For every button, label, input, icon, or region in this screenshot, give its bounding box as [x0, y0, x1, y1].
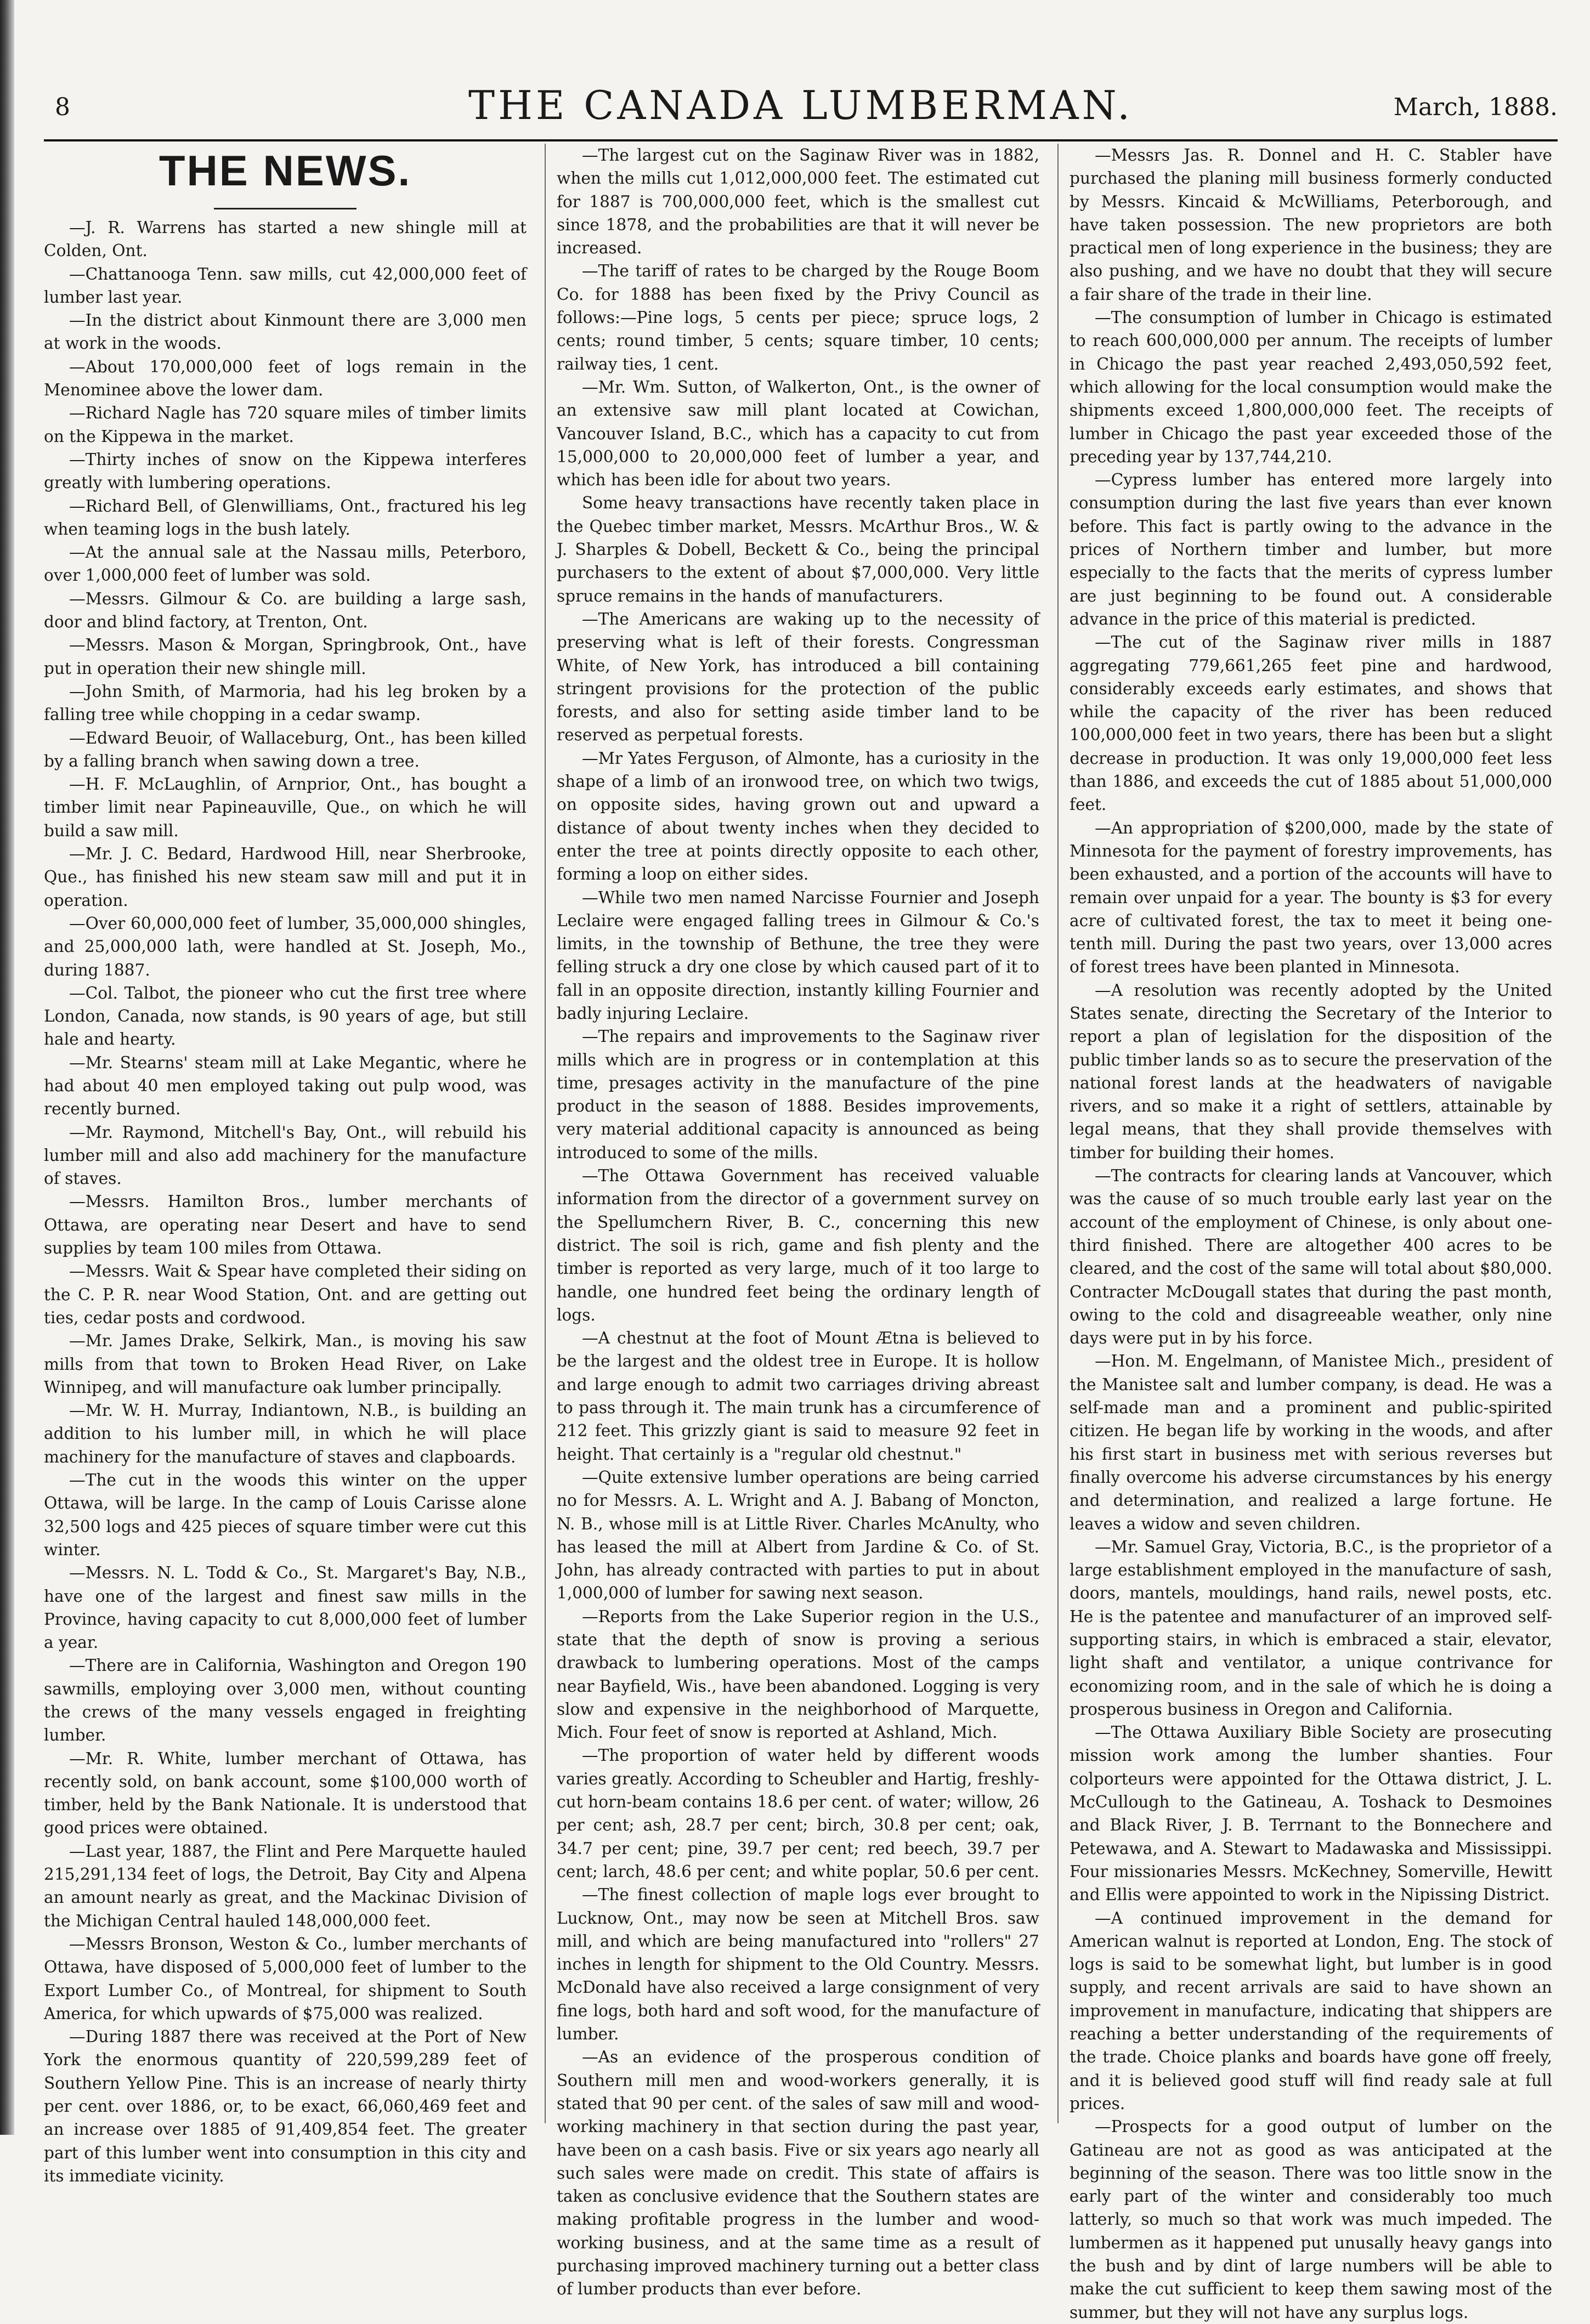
news-item: —Over 60,000,000 feet of lumber, 35,000,000 shingles, and 25,000,000 lath, were handled at St. Joseph, Mo., during 1887. — [44, 914, 527, 979]
news-item: —Last year, 1887, the Flint and Pere Marquette hauled 215,291,134 feet of logs, the Detroit, Bay City and Alpena an amount nearly as great, and the Mackinac Division of the Michigan Central hauled 148,000,000 feet. — [44, 1841, 527, 1930]
news-item: —Messrs. Mason & Morgan, Springbrook, Ont., have put in operation their new shingle mill. — [44, 636, 527, 678]
news-item: —Richard Bell, of Glenwilliams, Ont., fractured his leg when teaming logs in the bush lately. — [44, 496, 527, 539]
news-item: —Messrs. Gilmour & Co. are building a large sash, door and blind factory, at Trenton, Ont. — [44, 589, 527, 632]
news-item: —During 1887 there was received at the Port of New York the enormous quantity of 220,599,289 feet of Southern Yellow Pine. This is an increase of nearly thirty per cent. over 1886, or, to be exact, 66,060,469 feet and an increase over 1885 of 91,409,854 feet. The greater part of this lumber went into consumption in this city and its immediate vicinity. — [44, 2027, 527, 2185]
news-item: —The largest cut on the Saginaw River was in 1882, when the mills cut 1,012,000,000 feet. The estimated cut for 1887 is 700,000,000 feet, which is the smallest cut since 1878, and the probabilities are that it will never be increased. — [557, 146, 1039, 258]
news-item: —Mr. Samuel Gray, Victoria, B.C., is the proprietor of a large establishment employed in the manufacture of sash, doors, mantels, mouldings, hand rails, newel posts, etc. He is the patentee and manufacturer of an improved self-supporting stairs, in which is embraced a stair, elevator, light shaft and ventilator, a unique contrivance for economizing room, and in the sale of which he is doing a prosperous business in Oregon and California. — [1070, 1537, 1552, 1719]
news-item: —Messrs Jas. R. Donnel and H. C. Stabler have purchased the planing mill business formerly conducted by Messrs. Kincaid & McWilliams, Peterborough, and have taken possession. The new proprietors are both practical men of long experience in the business; they are also pushing, and we have no doubt that they will secure a fair share of the trade in their line. — [1070, 146, 1552, 304]
news-item: —The repairs and improvements to the Saginaw river mills which are in progress or in contemplation at this time, presages activity in the manufacture of the pine product in the season of 1888. Besides improvements, very material additional capacity is announced as being introduced to some of the mills. — [557, 1027, 1039, 1162]
news-item: —The Ottawa Auxiliary Bible Society are prosecuting mission work among the lumber shanties. Four colporteurs were appointed for the Ottawa district, J. L. McCullough to the Gatineau, A. Toshack to Desmoines and Black River, J. B. Terrnant to the Bonnechere and Petewawa, and A. Stewart to Madawaska and Mississippi. Four missionaries Messrs. McKechney, Somerville, Hewitt and Ellis were appointed to work in the Nipissing District. — [1070, 1723, 1552, 1904]
news-item: —As an evidence of the prosperous condition of Southern mill men and wood-workers generally, it is stated that 90 per cent. of the sales of saw mill and wood-working machinery in that section during the past year, have been on a cash basis. Five or six years ago nearly all such sales were made on credit. This state of affairs is taken as conclusive evidence that the Southern states are making profitable progress in the lumber and wood-working business, and at the same time as a result of purchasing improved machinery turning out a better class of lumber products than ever before. — [557, 2048, 1039, 2299]
column-1 — [44, 144, 527, 2185]
news-item: —Mr. J. C. Bedard, Hardwood Hill, near Sherbrooke, Que., has finished his new steam saw mill and put it in operation. — [44, 844, 527, 910]
scan-edge — [0, 0, 14, 2135]
news-item: —A chestnut at the foot of Mount Ætna is believed to be the largest and the oldest tree in Europe. It is hollow and large enough to admit two carriages driving abreast to pass through it. The main trunk has a circumference of 212 feet. This grizzly giant is said to measure 92 feet in height. That certainly is a "regular old chestnut." — [557, 1329, 1039, 1464]
column-2 — [557, 144, 1039, 2299]
news-item: —There are in California, Washington and Oregon 190 sawmills, employing over 3,000 men, without counting the crews of the many vessels engaged in freighting lumber. — [44, 1656, 527, 1745]
news-item: —H. F. McLaughlin, of Arnprior, Ont., has bought a timber limit near Papineauville, Que., on which he will build a saw mill. — [44, 775, 527, 840]
news-item: Some heavy transactions have recently taken place in the Quebec timber market, Messrs. McArthur Bros., W. & J. Sharples & Dobell, Beckett & Co., being the principal purchasers to the extent of about $7,000,000. Very little spruce remains in the hands of manufacturers. — [557, 494, 1039, 605]
news-item: —The cut of the Saginaw river mills in 1887 aggregating 779,661,265 feet pine and hardwood, considerably exceeds early estimates, and shows that while the capacity of the river has been reduced 100,000,000 feet in two years, there has been but a slight decrease in production. It was only 19,000,000 feet less than 1886, and exceeds the cut of 1885 about 51,000,000 feet. — [1070, 633, 1552, 814]
news-item: —Mr. W. H. Murray, Indiantown, N.B., is building an addition to his lumber mill, in which he will place machinery for the manufacture of staves and clapboards. — [44, 1401, 527, 1466]
news-item: —John Smith, of Marmoria, had his leg broken by a falling tree while chopping in a cedar swamp. — [44, 682, 527, 724]
column-divider — [1057, 144, 1059, 2123]
page-header — [44, 82, 1558, 137]
masthead: THE CANADA LUMBERMAN. — [468, 82, 1133, 128]
news-item: —Mr. Wm. Sutton, of Walkerton, Ont., is the owner of an extensive saw mill plant located at Cowichan, Vancouver Island, B.C., which has a capacity to cut from 15,000,000 to 20,000,000 feet of lumber a year, and which has been idle for about two years. — [557, 377, 1039, 490]
news-item: —Richard Nagle has 720 square miles of timber limits on the Kippewa in the market. — [44, 404, 527, 446]
section-title: THE NEWS. — [159, 146, 412, 195]
news-item: —A resolution was recently adopted by the United States senate, directing the Secretary of the Interior to report a plan of legislation for the disposition of the public timber lands so as to secure the preservation of the national forest lands at the headwaters of navigable rivers, and so make it a right of settlers, attainable by legal means, that they shall provide themselves with timber for building their homes. — [1070, 980, 1552, 1162]
news-item: —Messrs. Wait & Spear have completed their siding on the C. P. R. near Wood Station, Ont. and are getting out ties, cedar posts and cordwood. — [44, 1262, 527, 1327]
news-item: —In the district about Kinmount there are 3,000 men at work in the woods. — [44, 311, 527, 353]
news-item: —Chattanooga Tenn. saw mills, cut 42,000,000 feet of lumber last year. — [44, 264, 527, 307]
news-item: —Edward Beuoir, of Wallaceburg, Ont., has been killed by a falling branch when sawing down a tree. — [44, 728, 527, 770]
news-item: —The tariff of rates to be charged by the Rouge Boom Co. for 1888 has been fixed by the Privy Council as follows:—Pine logs, 5 cents per piece; spruce logs, 2 cents; round timber, 5 cents; square timber, 10 cents; railway ties, 1 cent. — [557, 262, 1039, 373]
news-item: —The contracts for clearing lands at Vancouver, which was the cause of so much trouble early last year on the account of the employment of Chinese, is only about one-third finished. There are altogether 400 acres to be cleared, and the cost of the same will total about $80,000. Contracter McDougall states that during the past month, owing to the cold and disagreeable weather, only nine days were put in by his force. — [1070, 1166, 1552, 1348]
news-item: —Mr. James Drake, Selkirk, Man., is moving his saw mills from that town to Broken Head River, on Lake Winnipeg, and will manufacture oak lumber principally. — [44, 1331, 527, 1397]
news-item: —J. R. Warrens has started a new shingle mill at Colden, Ont. — [44, 218, 527, 260]
page-number: 8 — [55, 93, 70, 121]
news-item: —The Americans are waking up to the necessity of preserving what is left of their forests. Congressman White, of New York, has introduced a bill containing stringent provisions for the protection of the public forests, and also for setting aside timber land to be reserved as perpetual forests. — [557, 609, 1039, 745]
news-item: —Mr. Raymond, Mitchell's Bay, Ont., will rebuild his lumber mill and also add machinery for the manufacture of staves. — [44, 1123, 527, 1188]
header-rule — [44, 139, 1558, 141]
news-item: —Cypress lumber has entered more largely into consumption during the last five years than ever known before. This fact is partly owing to the advance in the prices of Northern timber and lumber, but more especially to the facts that the merits of cypress lumber are just beginning to be found out. A considerable advance in the price of this material is predicted. — [1070, 471, 1552, 628]
news-item: —Mr. R. White, lumber merchant of Ottawa, has recently sold, on bank account, some $100,000 worth of timber, held by the Bank Nationale. It is understood that good prices were obtained. — [44, 1749, 527, 1838]
news-item: —The cut in the woods this winter on the upper Ottawa, will be large. In the camp of Louis Carisse alone 32,500 logs and 425 pieces of square timber were cut this winter. — [44, 1471, 527, 1559]
news-item: —Mr Yates Ferguson, of Almonte, has a curiosity in the shape of a limb of an ironwood tree, on which two twigs, on opposite sides, having grown out and upward a distance of about twenty inches when they decided to enter the tree at points directly opposite to each other, forming a loop on either sides. — [557, 749, 1039, 884]
news-item: —Quite extensive lumber operations are being carried no for Messrs. A. L. Wright and A. J. Babang of Moncton, N. B., whose mill is at Little River. Charles McAnulty, who has leased the mill at Albert from Jardine & Co. of St. John, has already contracted with parties to put in about 1,000,000 of lumber for sawing next season. — [557, 1467, 1039, 1603]
issue-date: March, 1888. — [1393, 93, 1558, 121]
news-item: —Messrs. N. L. Todd & Co., St. Margaret's Bay, N.B., have one of the largest and finest saw mills in the Province, having capacity to cut 8,000,000 feet of lumber a year. — [44, 1563, 527, 1652]
news-item: —The finest collection of maple logs ever brought to Lucknow, Ont., may now be seen at Mitchell Bros. saw mill, and which are being manufactured into "rollers" 27 inches in length for shipment to the Old Country. Messrs. McDonald have also received a large consignment of very fine logs, both hard and soft wood, for the manufacture of lumber. — [557, 1885, 1039, 2044]
news-item: —Mr. Stearns' steam mill at Lake Megantic, where he had about 40 men employed taking out pulp wood, was recently burned. — [44, 1053, 527, 1119]
news-item: —An appropriation of $200,000, made by the state of Minnesota for the payment of forestry improvements, has been exhausted, and a portion of the accounts will have to remain over unpaid for a year. The bounty is $3 for every acre of cultivated forest, the tax to meet it being one-tenth mill. During the past two years, over 13,000 acres of forest trees have been planted in Minnesota. — [1070, 818, 1552, 977]
news-item: —Prospects for a good output of lumber on the Gatineau are not as good as was anticipated at the beginning of the season. There was too little snow in the early part of the winter and considerably too much latterly, so much so that work was much impeded. The lumbermen as it happened put unusally heavy gangs into the bush and by dint of large numbers will be able to make the cut sufficient to keep them sawing most of the summer, but they will not have any surplus logs. — [1070, 2117, 1552, 2322]
news-item: —Thirty inches of snow on the Kippewa interferes greatly with lumbering operations. — [44, 450, 527, 492]
title-rule — [214, 208, 357, 209]
news-item: —Col. Talbot, the pioneer who cut the first tree where London, Canada, now stands, is 90 years of age, but still hale and hearty. — [44, 983, 527, 1049]
news-item: —Messrs. Hamilton Bros., lumber merchants of Ottawa, are operating near Desert and have to send supplies by team 100 miles from Ottawa. — [44, 1192, 527, 1258]
news-item: —While two men named Narcisse Fournier and Joseph Leclaire were engaged falling trees in Gilmour & Co.'s limits, in the township of Bethune, the tree they were felling struck a dry one close by which caused part of it to fall in an opposite direction, instantly killing Fournier and badly injuring Leclaire. — [557, 888, 1039, 1023]
news-item: —Hon. M. Engelmann, of Manistee Mich., president of the Manistee salt and lumber company, is dead. He was a self-made man and a prominent and public-spirited citizen. He began life by working in the woods, and after his first start in business met with serious reverses but finally overcome his adverse circumstances by his energy and determination, and realized a large fortune. He leaves a widow and seven children. — [1070, 1352, 1552, 1533]
column-3 — [1070, 144, 1552, 2322]
column-divider — [545, 144, 546, 2123]
news-item: —Reports from the Lake Superior region in the U.S., state that the depth of snow is proving a serious drawback to lumbering operations. Most of the camps near Bayfield, Wis., have been abandoned. Logging is very slow and expensive in the neighborhood of Marquette, Mich. Four feet of snow is reported at Ashland, Mich. — [557, 1607, 1039, 1742]
news-item: —The proportion of water held by different woods varies greatly. According to Scheubler and Hartig, freshly-cut horn-beam contains 18.6 per cent. of water; willow, 26 per cent; ash, 28.7 per cent; birch, 30.8 per cent; oak, 34.7 per cent; pine, 39.7 per cent; red beech, 39.7 per cent; larch, 48.6 per cent; and white poplar, 50.6 per cent. — [557, 1746, 1039, 1881]
news-item: —The consumption of lumber in Chicago is estimated to reach 600,000,000 per annum. The receipts of lumber in Chicago the past year reached 2,493,050,592 feet, which allowing for the local consumption would make the shipments exceed 1,800,000,000 feet. The receipts of lumber in Chicago the past year exceeded those of the preceding year by 137,744,210. — [1070, 308, 1552, 466]
news-item: —About 170,000,000 feet of logs remain in the Menominee above the lower dam. — [44, 357, 527, 400]
news-item: —At the annual sale at the Nassau mills, Peterboro, over 1,000,000 feet of lumber was sold. — [44, 543, 527, 585]
news-item: —A continued improvement in the demand for American walnut is reported at London, Eng. The stock of logs is said to be somewhat light, but lumber is in good supply, and recent arrivals are said to have shown an improvement in manufacture, indicating that shippers are reaching a better understanding of the requirements of the trade. Choice planks and boards have gone off freely, and it is believed good stuff will find ready sale at full prices. — [1070, 1908, 1552, 2113]
news-item: —Messrs Bronson, Weston & Co., lumber merchants of Ottawa, have disposed of 5,000,000 feet of lumber to the Export Lumber Co., of Montreal, for shipment to South America, for which upwards of $75,000 was realized. — [44, 1934, 527, 2023]
news-item: —The Ottawa Government has received valuable information from the director of a government survey on the Spellumchern River, B. C., concerning this new district. The soil is rich, game and fish plenty and the timber is reported as very large, much of it too large to handle, one hundred feet being the ordinary length of logs. — [557, 1166, 1039, 1324]
